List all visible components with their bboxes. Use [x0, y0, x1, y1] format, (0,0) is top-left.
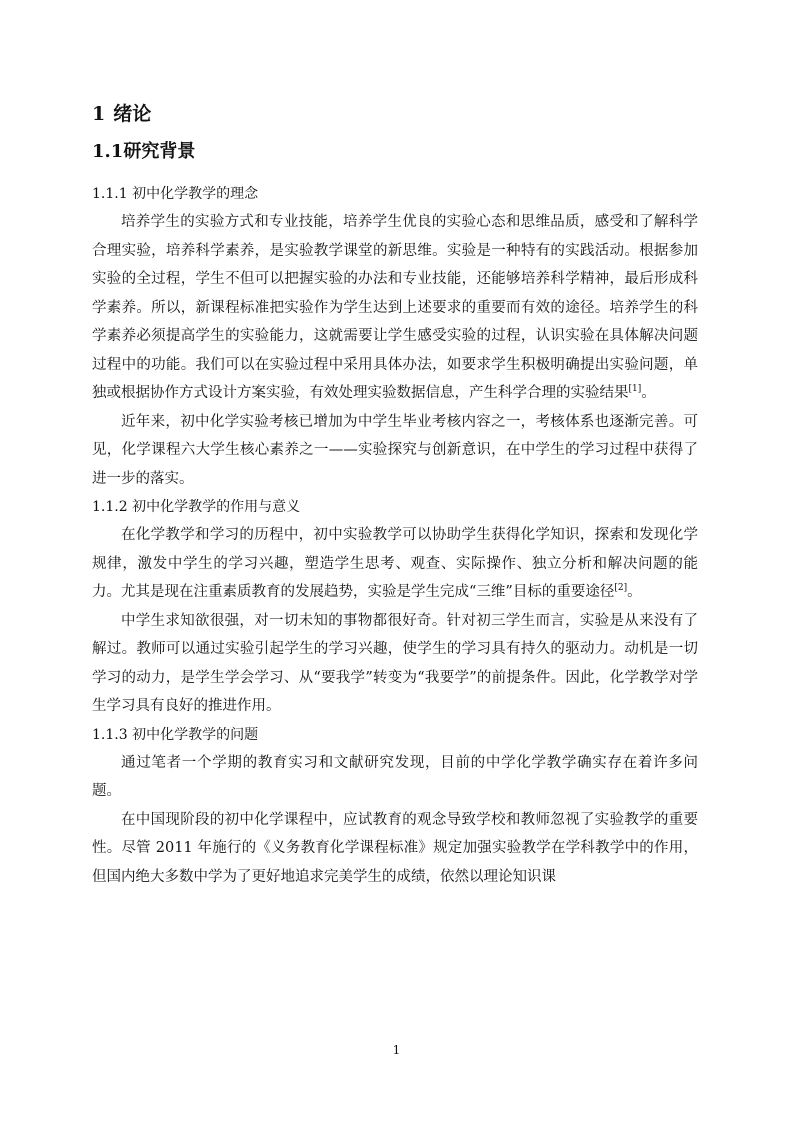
paragraph — [92, 208, 698, 408]
paragraph: 近年来，初中化学实验考核已增加为中学生毕业考核内容之一，考核体系也逐渐完善。可见，化学课程六大学生核心素养之一——实验探究与创新意识，在中学生的学习过程中获得了进一步的落实。 — [92, 413, 698, 487]
citation-ref: [1] — [628, 384, 642, 395]
paragraph-text: 在化学教学和学习的历程中，初中实验教学可以协助学生获得化学知识，探索和发现化学规律，激发中学生的学习兴趣，塑造学生思考、观查、实际操作、独立分析和解决问题的能力。尤其是现在注重素质教育的发展趋势，实验是学生完成“三维”目标的重要途径 — [92, 527, 698, 600]
chapter-number: 1 — [92, 103, 106, 125]
section-title: 研究背景 — [123, 141, 196, 162]
citation-ref: [2] — [614, 583, 628, 594]
paragraph: 通过笔者一个学期的教育实习和文献研究发现，目前的中学化学教学确实存在着许多问题。 — [92, 754, 698, 799]
page-content — [92, 100, 698, 891]
subsection-heading-3: 1.1.3 初中化学教学的问题 — [92, 726, 259, 743]
section-number: 1.1 — [92, 141, 124, 162]
subsection-heading-2: 1.1.2 初中化学教学的作用与意义 — [92, 499, 301, 515]
paragraph-end: 。 — [641, 385, 656, 401]
page-number: 1 — [392, 1043, 401, 1057]
section-heading — [92, 138, 698, 166]
paragraph: 中学生求知欲很强，对一切未知的事物都很好奇。针对初三学生而言，实验是从来没有了解过。教师可以通过实验引起学生的学习兴趣，使学生的学习具有持久的驱动力。动机是一切学习的动力，是学生学会学习、从“要我学”转变为“我要学”的前提条件。因此，化学教学对学生学习具有良好的推进作用。 — [92, 612, 698, 714]
paragraph-end: 。 — [627, 584, 642, 600]
paragraph: 在中国现阶段的初中化学课程中，应试教育的观念导致学校和教师忽视了实验教学的重要性。尽管 2011 年施行的《义务教育化学课程标准》规定加强实验教学在学科教学中的作用，但国内绝大多数中学为了更好地追求完美学生的成绩，依然以理论知识课 — [92, 811, 698, 885]
chapter-heading — [92, 100, 698, 128]
paragraph — [92, 521, 698, 607]
chapter-title: 绪论 — [113, 103, 152, 125]
subsection-heading-1: 1.1.1 初中化学教学的理念 — [92, 186, 259, 202]
paragraph-text: 培养学生的实验方式和专业技能，培养学生优良的实验心态和思维品质，感受和了解科学合理实验，培养科学素养，是实验教学课堂的新思维。实验是一种特有的实践活动。根据参加实验的全过程，学生不但可以把握实验的办法和专业技能，还能够培养科学精神，最后形成科学素养。所以，新课程标准把实验作为学生达到上述要求的重要而有效的途径。培养学生的科学素养必须提高学生的实验能力，这就需要让学生感受实验的过程，认识实验在具体解决问题过程中的功能。我们可以在实验过程中采用具体办法，如要求学生积极明确提出实验问题，单独或根据协作方式设计方案实验，有效处理实验数据信息，产生科学合理的实验结果 — [92, 214, 698, 401]
